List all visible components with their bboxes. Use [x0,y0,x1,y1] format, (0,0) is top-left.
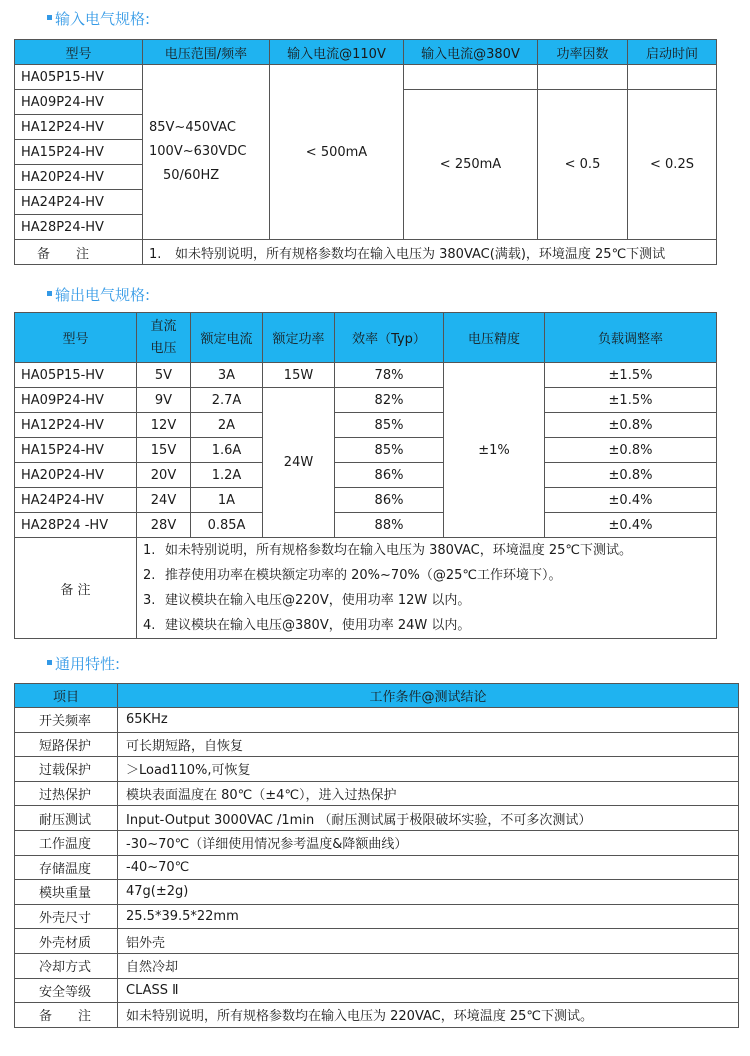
table-row [15,904,739,929]
load-regulation-cell: ±1.5% [545,363,717,388]
output-section-title [47,284,150,305]
voltage-cell: 15V [137,438,191,463]
table-row [15,757,739,782]
model-cell: HA05P15-HV [15,363,137,388]
header-cell: 项目 [15,684,118,708]
table-row [15,708,739,733]
item-cell: 冷却方式 [15,953,118,978]
table-row [15,438,717,463]
efficiency-cell: 86% [335,463,444,488]
power-factor-cell: < 0.5 [538,90,628,240]
value-cell: ＞Load110%,可恢复 [118,757,739,782]
header-cell: 负载调整率 [545,313,717,363]
voltage-cell: 24V [137,488,191,513]
item-cell: 过热保护 [15,781,118,806]
bullet-square-icon [47,291,52,296]
frequency-line: 50/60HZ [163,168,220,183]
table-row [15,65,717,90]
note-number: 2. [143,568,156,583]
note-line [143,538,716,563]
value-cell: -40~70℃ [118,855,739,880]
model-cell: HA20P24-HV [15,463,137,488]
current-380v-cell: < 250mA [404,90,538,240]
model-cell: HA09P24-HV [15,388,137,413]
value-cell: 65KHz [118,708,739,733]
model-cell: HA12P24-HV [15,413,137,438]
value-cell: Input-Output 3000VAC /1min （耐压测试属于极限破坏实验，不可多次测试） [118,806,739,831]
general-header-row [15,684,739,708]
item-cell: 外壳尺寸 [15,904,118,929]
output-section-title-text: 输出电气规格: [55,286,151,304]
general-spec-table [14,683,739,1028]
note-label: 备 注 [15,538,137,639]
note-cell [143,240,717,265]
value-cell: 铝外壳 [118,929,739,954]
voltage-line: 85V~450VAC [149,120,236,135]
power-cell: 24W [263,388,335,538]
current-cell: 2.7A [191,388,263,413]
current-110v-cell: < 500mA [270,65,404,240]
item-cell: 开关频率 [15,708,118,733]
table-row [15,855,739,880]
input-header-row [15,40,717,65]
header-cell: 输入电流@380V [404,40,538,65]
note-number: 1. [143,543,156,558]
value-cell: -30~70℃（详细使用情况参考温度&降额曲线） [118,830,739,855]
voltage-accuracy-cell: ±1% [444,363,545,538]
item-cell: 模块重量 [15,880,118,905]
efficiency-cell: 86% [335,488,444,513]
table-row [15,781,739,806]
note-text: 如未特别说明，所有规格参数均在输入电压为 380VAC(满载)，环境温度 25℃下测试 [175,246,666,262]
output-spec-table [14,312,717,639]
table-row [15,413,717,438]
voltage-range-cell [143,65,270,240]
voltage-cell: 20V [137,463,191,488]
model-cell: HA05P15-HV [15,65,143,90]
note-line [143,563,716,588]
item-cell: 备 注 [15,1003,118,1028]
bullet-square-icon [47,15,52,20]
table-row [15,1003,739,1028]
note-text: 如未特别说明，所有规格参数均在输入电压为 380VAC，环境温度 25℃下测试。 [165,543,633,558]
note-label: 备 注 [15,240,143,265]
table-row [15,806,739,831]
header-cell: 额定功率 [263,313,335,363]
header-cell: 效率（Typ） [335,313,444,363]
item-cell: 安全等级 [15,978,118,1003]
current-cell: 1.6A [191,438,263,463]
table-row [15,388,717,413]
voltage-cell: 12V [137,413,191,438]
value-cell: 自然冷却 [118,953,739,978]
efficiency-cell: 82% [335,388,444,413]
header-cell: 型号 [15,313,137,363]
input-section-title [47,8,150,29]
note-number: 1. [149,246,162,262]
table-row [15,830,739,855]
model-cell: HA12P24-HV [15,115,143,140]
load-regulation-cell: ±1.5% [545,388,717,413]
efficiency-cell: 85% [335,413,444,438]
note-text: 建议模块在输入电压@380V，使用功率 24W 以内。 [165,618,471,633]
note-row [15,240,717,265]
start-time-cell: < 0.2S [628,90,717,240]
header-cell: 电压范围/频率 [143,40,270,65]
value-cell: CLASS Ⅱ [118,978,739,1003]
model-cell: HA28P24-HV [15,215,143,240]
input-section-title-text: 输入电气规格: [55,10,151,28]
efficiency-cell: 88% [335,513,444,538]
power-cell: 15W [263,363,335,388]
current-cell: 3A [191,363,263,388]
load-regulation-cell: ±0.8% [545,438,717,463]
model-cell: HA15P24-HV [15,140,143,165]
current-cell: 0.85A [191,513,263,538]
item-cell: 耐压测试 [15,806,118,831]
empty-cell [628,65,717,90]
header-cell: 输入电流@110V [270,40,404,65]
item-cell: 短路保护 [15,732,118,757]
header-cell: 工作条件@测试结论 [118,684,739,708]
model-cell: HA15P24-HV [15,438,137,463]
item-cell: 存储温度 [15,855,118,880]
input-spec-table [14,39,717,265]
model-cell: HA20P24-HV [15,165,143,190]
current-cell: 1.2A [191,463,263,488]
table-row [15,463,717,488]
load-regulation-cell: ±0.8% [545,463,717,488]
header-cell: 功率因数 [538,40,628,65]
table-row [15,363,717,388]
note-number: 3. [143,593,156,608]
empty-cell [538,65,628,90]
note-line [143,613,716,638]
note-row [15,538,717,639]
note-line [143,588,716,613]
table-row [15,978,739,1003]
header-cell: 额定电流 [191,313,263,363]
empty-cell [404,65,538,90]
header-cell: 电压精度 [444,313,545,363]
general-section-title-text: 通用特性: [55,655,121,673]
efficiency-cell: 85% [335,438,444,463]
value-cell: 47g(±2g) [118,880,739,905]
item-cell: 工作温度 [15,830,118,855]
table-row [15,732,739,757]
value-cell: 25.5*39.5*22mm [118,904,739,929]
model-cell: HA09P24-HV [15,90,143,115]
note-number: 4. [143,618,156,633]
load-regulation-cell: ±0.8% [545,413,717,438]
item-cell: 过载保护 [15,757,118,782]
header-cell: 型号 [15,40,143,65]
table-row [15,880,739,905]
table-row [15,513,717,538]
current-cell: 1A [191,488,263,513]
model-cell: HA24P24-HV [15,488,137,513]
output-header-row [15,313,717,363]
voltage-cell: 9V [137,388,191,413]
voltage-line: 100V~630VDC [149,144,247,159]
bullet-square-icon [47,660,52,665]
model-cell: HA28P24 -HV [15,513,137,538]
voltage-cell: 5V [137,363,191,388]
model-cell: HA24P24-HV [15,190,143,215]
value-cell: 模块表面温度在 80℃（±4℃），进入过热保护 [118,781,739,806]
value-cell: 如未特别说明，所有规格参数均在输入电压为 220VAC，环境温度 25℃下测试。 [118,1003,739,1028]
table-row [15,953,739,978]
header-cell: 启动时间 [628,40,717,65]
current-cell: 2A [191,413,263,438]
item-cell: 外壳材质 [15,929,118,954]
value-cell: 可长期短路，自恢复 [118,732,739,757]
table-row [15,488,717,513]
load-regulation-cell: ±0.4% [545,513,717,538]
note-text: 推荐使用功率在模块额定功率的 20%~70%（@25℃工作环境下）。 [165,568,562,583]
header-cell: 直流电压 [137,313,191,363]
voltage-cell: 28V [137,513,191,538]
note-cell [137,538,717,639]
note-text: 建议模块在输入电压@220V，使用功率 12W 以内。 [165,593,471,608]
general-section-title [47,653,120,674]
table-row [15,929,739,954]
load-regulation-cell: ±0.4% [545,488,717,513]
efficiency-cell: 78% [335,363,444,388]
